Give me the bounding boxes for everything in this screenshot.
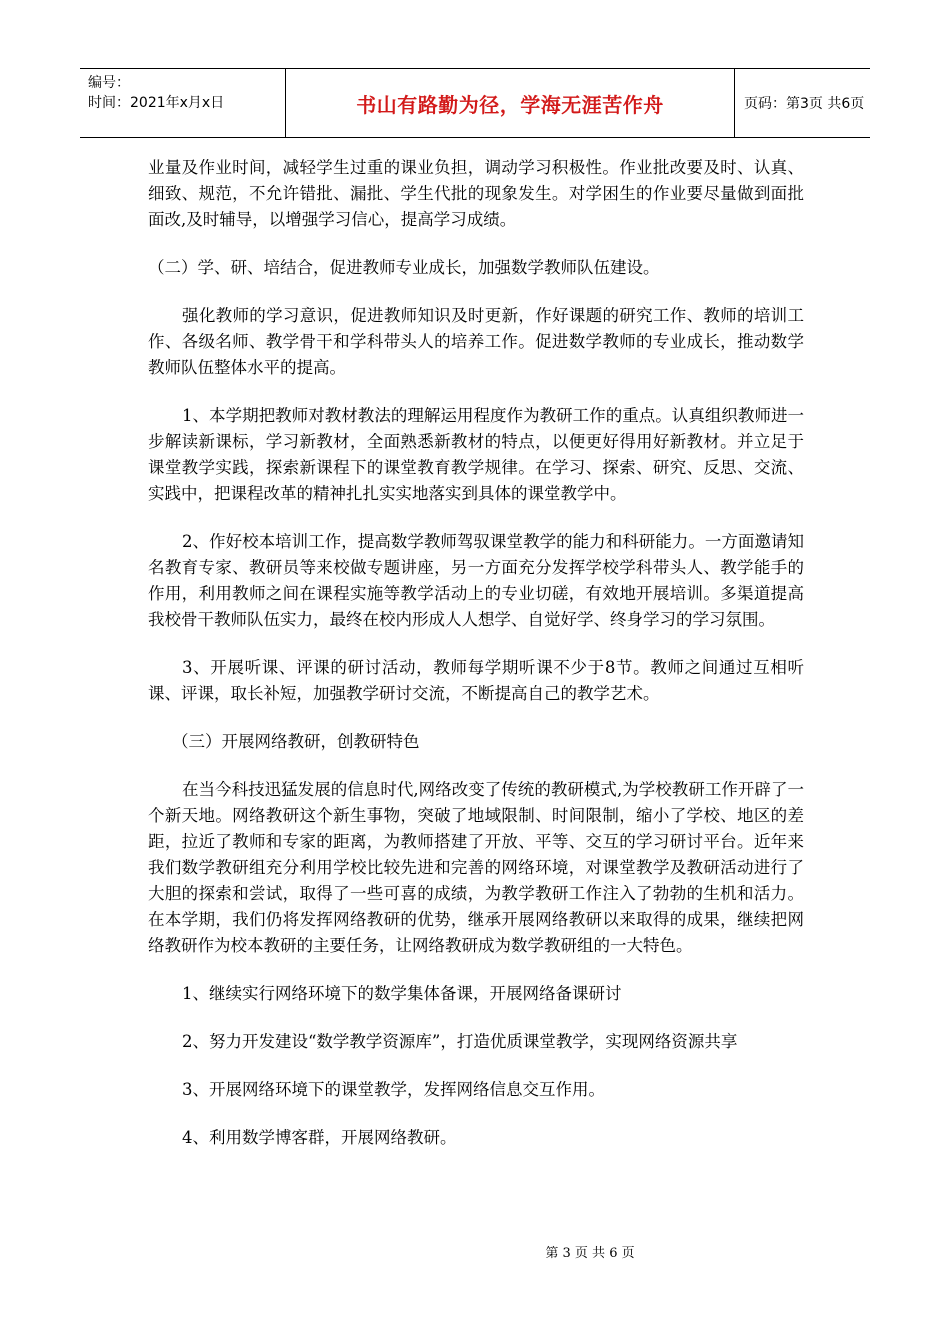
- serial-label: 编号：: [88, 75, 130, 91]
- list-item: 3、开展听课、评课的研讨活动，教师每学期听课不少于8节。教师之间通过互相听课、评课，取长补短，加强教学研讨交流，不断提高自己的教学艺术。: [148, 658, 804, 703]
- header-motto: 书山有路勤为径，学海无涯苦作舟: [285, 69, 735, 137]
- header-info: [80, 69, 285, 137]
- paragraph: 在当今科技迅猛发展的信息时代,网络改变了传统的教研模式,为学校教研工作开辟了一个新天地。网络教研这个新生事物，突破了地域限制、时间限制，缩小了学校、地区的差距，拉近了教师和专家的距离，为教师搭建了开放、平等、交互的学习研讨平台。近年来我们数学教研组充分利用学校比较先进和完善的网络环境，对课堂教学及教研活动进行了大胆的探索和尝试，取得了一些可喜的成绩，为教学教研工作注入了勃勃的生机和活力。在本学期，我们仍将发挥网络教研的优势，继承开展网络教研以来取得的成果，继续把网络教研作为校本教研的主要任务，让网络教研成为数学教研组的一大特色。: [148, 780, 804, 955]
- document-header: [80, 68, 870, 138]
- list-item: 2、作好校本培训工作，提高数学教师驾驭课堂教学的能力和科研能力。一方面邀请知名教育专家、教研员等来校做专题讲座，另一方面充分发挥学校学科带头人、教学能手的作用，利用教师之间在课程实施等教学活动上的专业切磋，有效地开展培训。多渠道提高我校骨干教师队伍实力，最终在校内形成人人想学、自觉好学、终身学习的学习氛围。: [148, 532, 804, 629]
- list-item: 3、开展网络环境下的课堂教学，发挥网络信息交互作用。: [182, 1080, 605, 1099]
- section-heading: （三）开展网络教研，创教研特色: [172, 732, 420, 751]
- list-item: 4、利用数学博客群，开展网络教研。: [182, 1128, 457, 1147]
- paragraph: 业量及作业时间，减轻学生过重的课业负担，调动学习积极性。作业批改要及时、认真、细致、规范，不允许错批、漏批、学生代批的现象发生。对学困生的作业要尽量做到面批面改,及时辅导，以增强学习信心，提高学习成绩。: [148, 158, 804, 229]
- list-item: 1、本学期把教师对教材教法的理解运用程度作为教研工作的重点。认真组织教师进一步解读新课标，学习新教材，全面熟悉新教材的特点，以便更好得用好新教材。并立足于课堂教学实践，探索新课程下的课堂教育教学规律。在学习、探索、研究、反思、交流、实践中，把课程改革的精神扎扎实实地落实到具体的课堂教学中。: [148, 406, 804, 503]
- page-footer: 第 3 页 共 6 页: [545, 1246, 635, 1261]
- paragraph: 强化教师的学习意识，促进教师知识及时更新，作好课题的研究工作、教师的培训工作、各级名师、教学骨干和学科带头人的培养工作。促进数学教师的专业成长，推动数学教师队伍整体水平的提高。: [148, 306, 804, 377]
- header-page-code: 页码：第3页 共6页: [744, 96, 865, 112]
- list-item: 2、努力开发建设“数学教学资源库”，打造优质课堂教学，实现网络资源共享: [182, 1032, 738, 1051]
- section-heading: （二）学、研、培结合，促进教师专业成长，加强数学教师队伍建设。: [148, 258, 660, 277]
- document-body: [148, 155, 804, 1173]
- date-label: 时间：2021年x月x日: [88, 95, 225, 111]
- list-item: 1、继续实行网络环境下的数学集体备课，开展网络备课研讨: [182, 984, 622, 1003]
